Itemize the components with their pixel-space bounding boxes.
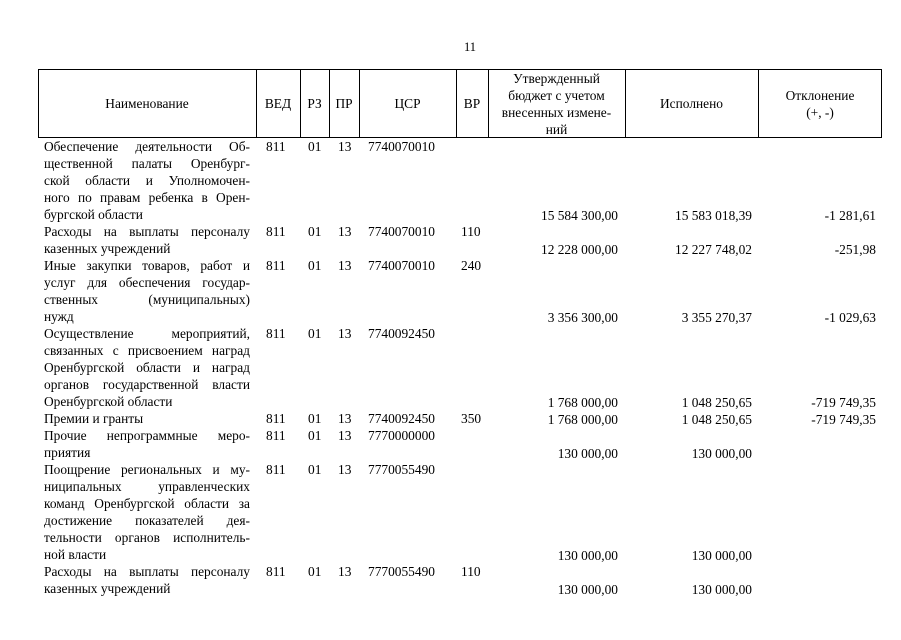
row-budget: 130 000,00 [557, 446, 618, 461]
row-name-line: Прочие непрограммные меро- [44, 428, 250, 443]
header-deviation [758, 69, 882, 138]
row-vr: 110 [461, 224, 481, 239]
row-rz: 01 [308, 224, 322, 239]
row-name [44, 223, 250, 257]
row-name [44, 325, 250, 410]
header-vr: ВР [463, 96, 481, 111]
row-name-line: приятия [44, 445, 91, 460]
row-executed: 15 583 018,39 [675, 208, 752, 223]
row-deviation: -719 749,35 [811, 412, 876, 427]
row-pr: 13 [338, 258, 352, 273]
header-name: Наименование [105, 96, 189, 111]
row-name-line: достижение показателей дея- [44, 513, 250, 528]
row-name-line: Оренбургской области [44, 394, 173, 409]
row-name [44, 427, 250, 461]
row-name [44, 138, 250, 223]
header-deviation-line: Отклонение [785, 87, 855, 103]
row-name-line: ного по правам ребенка в Орен- [44, 190, 250, 205]
row-pr: 13 [338, 326, 352, 341]
row-name-line: ной власти [44, 547, 107, 562]
row-executed: 130 000,00 [691, 582, 752, 597]
row-ved: 811 [266, 462, 286, 477]
row-executed: 130 000,00 [691, 446, 752, 461]
row-executed: 130 000,00 [691, 548, 752, 563]
header-budget-line: внесенных измене- [501, 104, 612, 120]
row-name-line: тельности органов исполнитель- [44, 530, 250, 545]
row-name-line: Осуществление мероприятий, [44, 326, 250, 341]
row-budget: 12 228 000,00 [541, 242, 618, 257]
row-name-line: казенных учреждений [44, 581, 171, 596]
row-csr: 7770000000 [368, 428, 435, 443]
row-rz: 01 [308, 258, 322, 273]
row-executed: 1 048 250,65 [681, 412, 752, 427]
row-csr: 7770055490 [368, 462, 435, 477]
row-name-line: ской области и Уполномочен- [44, 173, 250, 188]
header-executed: Исполнено [660, 96, 723, 111]
row-name-line: Расходы на выплаты персоналу [44, 564, 250, 579]
row-budget: 3 356 300,00 [547, 310, 618, 325]
header-budget-line: ний [545, 121, 568, 137]
page-number: 11 [463, 40, 477, 54]
row-name-line: нужд [44, 309, 74, 324]
row-vr: 240 [461, 258, 482, 273]
row-csr: 7770055490 [368, 564, 435, 579]
row-ved: 811 [266, 428, 286, 443]
row-executed: 1 048 250,65 [681, 395, 752, 410]
header-ved: ВЕД [264, 96, 292, 111]
header-deviation-line: (+, -) [806, 104, 834, 120]
row-pr: 13 [338, 564, 352, 579]
row-deviation: -1 281,61 [824, 208, 876, 223]
row-csr: 7740092450 [368, 326, 435, 341]
row-budget: 130 000,00 [557, 582, 618, 597]
row-deviation: -1 029,63 [824, 310, 876, 325]
row-rz: 01 [308, 462, 322, 477]
row-name-line: связанных с присвоением наград [44, 343, 250, 358]
row-budget: 1 768 000,00 [547, 395, 618, 410]
row-ved: 811 [266, 564, 286, 579]
row-csr: 7740070010 [368, 139, 435, 154]
row-budget: 15 584 300,00 [541, 208, 618, 223]
row-rz: 01 [308, 411, 322, 426]
row-deviation: -719 749,35 [811, 395, 876, 410]
header-pr: ПР [335, 96, 353, 111]
row-name-line: Иные закупки товаров, работ и [44, 258, 250, 273]
row-name [44, 410, 250, 427]
row-name-line: щественной палаты Оренбург- [44, 156, 250, 171]
row-name-line: казенных учреждений [44, 241, 171, 256]
header-rz: РЗ [307, 96, 322, 111]
row-ved: 811 [266, 224, 286, 239]
row-ved: 811 [266, 139, 286, 154]
row-deviation: -251,98 [834, 242, 876, 257]
row-budget: 1 768 000,00 [547, 412, 618, 427]
row-name-line: органов государственной власти [44, 377, 250, 392]
row-ved: 811 [266, 411, 286, 426]
row-vr: 110 [461, 564, 481, 579]
row-name-line: Премии и гранты [44, 411, 144, 426]
row-rz: 01 [308, 326, 322, 341]
row-executed: 12 227 748,02 [675, 242, 752, 257]
row-name-line: Расходы на выплаты персоналу [44, 224, 250, 239]
row-rz: 01 [308, 564, 322, 579]
row-csr: 7740070010 [368, 224, 435, 239]
row-pr: 13 [338, 411, 352, 426]
row-csr: 7740092450 [368, 411, 435, 426]
row-rz: 01 [308, 139, 322, 154]
row-name [44, 563, 250, 597]
header-budget-line: Утвержденный [513, 70, 600, 86]
row-pr: 13 [338, 428, 352, 443]
row-executed: 3 355 270,37 [681, 310, 752, 325]
row-name-line: Поощрение региональных и му- [44, 462, 250, 477]
row-name-line: команд Оренбургской области за [44, 496, 250, 511]
row-name-line: бургской области [44, 207, 143, 222]
row-ved: 811 [266, 326, 286, 341]
header-csr: ЦСР [394, 96, 421, 111]
row-pr: 13 [338, 462, 352, 477]
row-name-line: Оренбургской области и наград [44, 360, 250, 375]
row-csr: 7740070010 [368, 258, 435, 273]
row-ved: 811 [266, 258, 286, 273]
header-budget-line: бюджет с учетом [508, 87, 605, 103]
header-budget [488, 69, 625, 138]
row-name-line: Обеспечение деятельности Об- [44, 139, 250, 154]
row-rz: 01 [308, 428, 322, 443]
row-name-line: ниципальных управленческих [44, 479, 250, 494]
row-budget: 130 000,00 [557, 548, 618, 563]
row-vr: 350 [461, 411, 482, 426]
row-pr: 13 [338, 139, 352, 154]
row-name-line: услуг для обеспечения государ- [44, 275, 250, 290]
row-name-line: ственных (муниципальных) [44, 292, 250, 307]
row-name [44, 461, 250, 563]
row-name [44, 257, 250, 325]
row-pr: 13 [338, 224, 352, 239]
